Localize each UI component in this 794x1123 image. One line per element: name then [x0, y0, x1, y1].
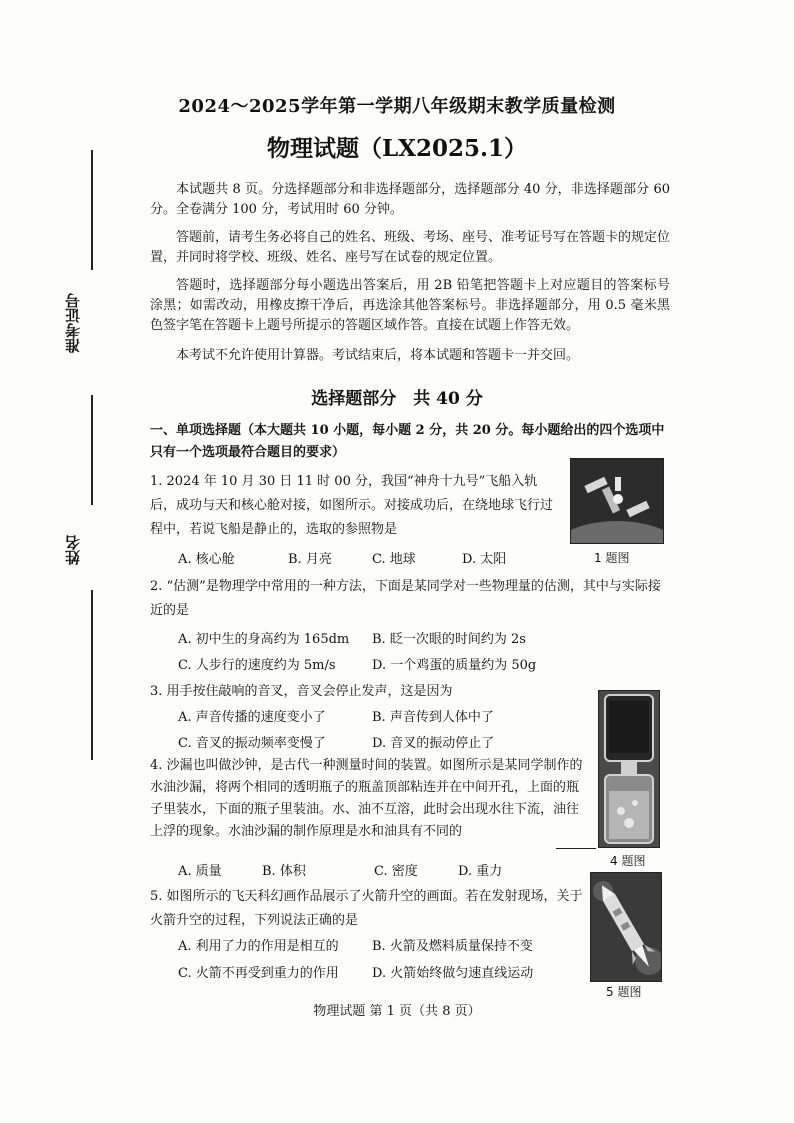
subject-title: 物理试题（LX2025.1）: [266, 135, 528, 162]
instruction-paragraph: 答题前，请考生务必将自己的姓名、班级、考场、座号、准考证号写在答题卡的规定位置，并同时将学校、班级、姓名、座号写在试卷的规定位置。: [150, 230, 671, 265]
option-2c: C. 人步行的速度约为 5m/s: [178, 658, 336, 673]
instruction-paragraph: 本考试不允许使用计算器。考试结束后，将本试题和答题卡一并交回。: [176, 348, 580, 363]
part-title: 一、单项选择题（本大题共 10 小题，每小题 2 分，共 20 分。每小题给出的四个选项中只有一个选项最符合题目的要求）: [150, 423, 665, 460]
question-stem: 5. 如图所示的飞天科幻画作品展示了火箭升空的画面。若在发射现场，关于火箭升空的过程，下列说法正确的是: [150, 889, 583, 928]
section-heading: 选择题部分 共 40 分: [311, 389, 483, 409]
option-2a: A. 初中生的身高约为 165dm: [178, 632, 350, 647]
option-2b: B. 眨一次眼的时间约为 2s: [372, 632, 526, 647]
option-5d: D. 火箭始终做匀速直线运动: [372, 966, 534, 981]
instruction-paragraph: 本试题共 8 页。分选择题部分和非选择题部分，选择题部分 40 分，非选择题部分 60 分。全卷满分 100 分，考试用时 60 分钟。: [150, 182, 670, 217]
option-1b: B. 月亮: [288, 552, 332, 567]
option-4c: C. 密度: [374, 864, 418, 879]
binding-line-bottom: [91, 590, 93, 760]
option-3c: C. 音叉的振动频率变慢了: [178, 736, 326, 751]
binding-line-top: [91, 150, 93, 270]
option-3d: D. 音叉的振动停止了: [372, 736, 495, 751]
exam-title: 2024～2025学年第一学期八年级期末教学质量检测: [178, 96, 616, 117]
option-4a: A. 质量: [178, 864, 222, 879]
question-stem: 2. “估测”是物理学中常用的一种方法，下面是某同学对一些物理量的估测，其中与实际接近的是: [150, 579, 661, 618]
option-1a: A. 核心舱: [178, 552, 235, 567]
page-footer: 物理试题 第 1 页（共 8 页）: [313, 1004, 481, 1019]
option-4d: D. 重力: [458, 864, 503, 879]
question-stem: 3. 用手按住敲响的音叉，音叉会停止发声，这是因为: [150, 684, 453, 699]
figure-caption-rule: [556, 848, 596, 849]
figure-caption: 5 题图: [606, 985, 642, 999]
option-2d: D. 一个鸡蛋的质量约为 50g: [372, 658, 537, 673]
option-5c: C. 火箭不再受到重力的作用: [178, 966, 339, 981]
rocket-launch-figure: [590, 872, 662, 982]
name-label: 姓名: [64, 535, 82, 565]
question-stem: 4. 沙漏也叫做沙钟，是古代一种测量时间的装置。如图所示是某同学制作的水油沙漏，将两个相同的透明瓶子的瓶盖顶部粘连并在中间开孔，上面的瓶子里装水，下面的瓶子里装油。水、油不互溶，此时会出现水往下流，油往上浮的现象。水油沙漏的制作原理是水和油具有不同的: [150, 758, 583, 839]
figure-caption: 1 题图: [594, 551, 630, 565]
option-5a: A. 利用了力的作用是相互的: [178, 939, 339, 954]
water-oil-hourglass-figure: [598, 690, 660, 848]
instruction-paragraph: 答题时，选择题部分每小题选出答案后，用 2B 铅笔把答题卡上对应题目的答案标号涂黑；如需改动，用橡皮擦干净后，再选涂其他答案标号。非选择题部分，用 0.5 毫米黑色签字笔在答题卡上题号所提示的答题区域作答。直接在试题上作答无效。: [150, 278, 670, 333]
space-station-figure: [570, 458, 664, 544]
figure-caption: 4 题图: [610, 854, 646, 868]
binding-line-middle: [91, 395, 93, 505]
option-1c: C. 地球: [372, 552, 416, 567]
option-3a: A. 声音传播的速度变小了: [178, 710, 326, 725]
option-3b: B. 声音传到人体中了: [372, 710, 494, 725]
option-1d: D. 太阳: [462, 552, 507, 567]
option-4b: B. 体积: [262, 864, 306, 879]
option-5b: B. 火箭及燃料质量保持不变: [372, 939, 533, 954]
exam-id-label: 准考证号: [64, 293, 82, 353]
question-stem: 1. 2024 年 10 月 30 日 11 时 00 分，我国“神舟十九号”飞船入轨后，成功与天和核心舱对接，如图所示。对接成功后，在绕地球飞行过程中，若说飞船是静止的，选取的参照物是: [150, 474, 554, 537]
